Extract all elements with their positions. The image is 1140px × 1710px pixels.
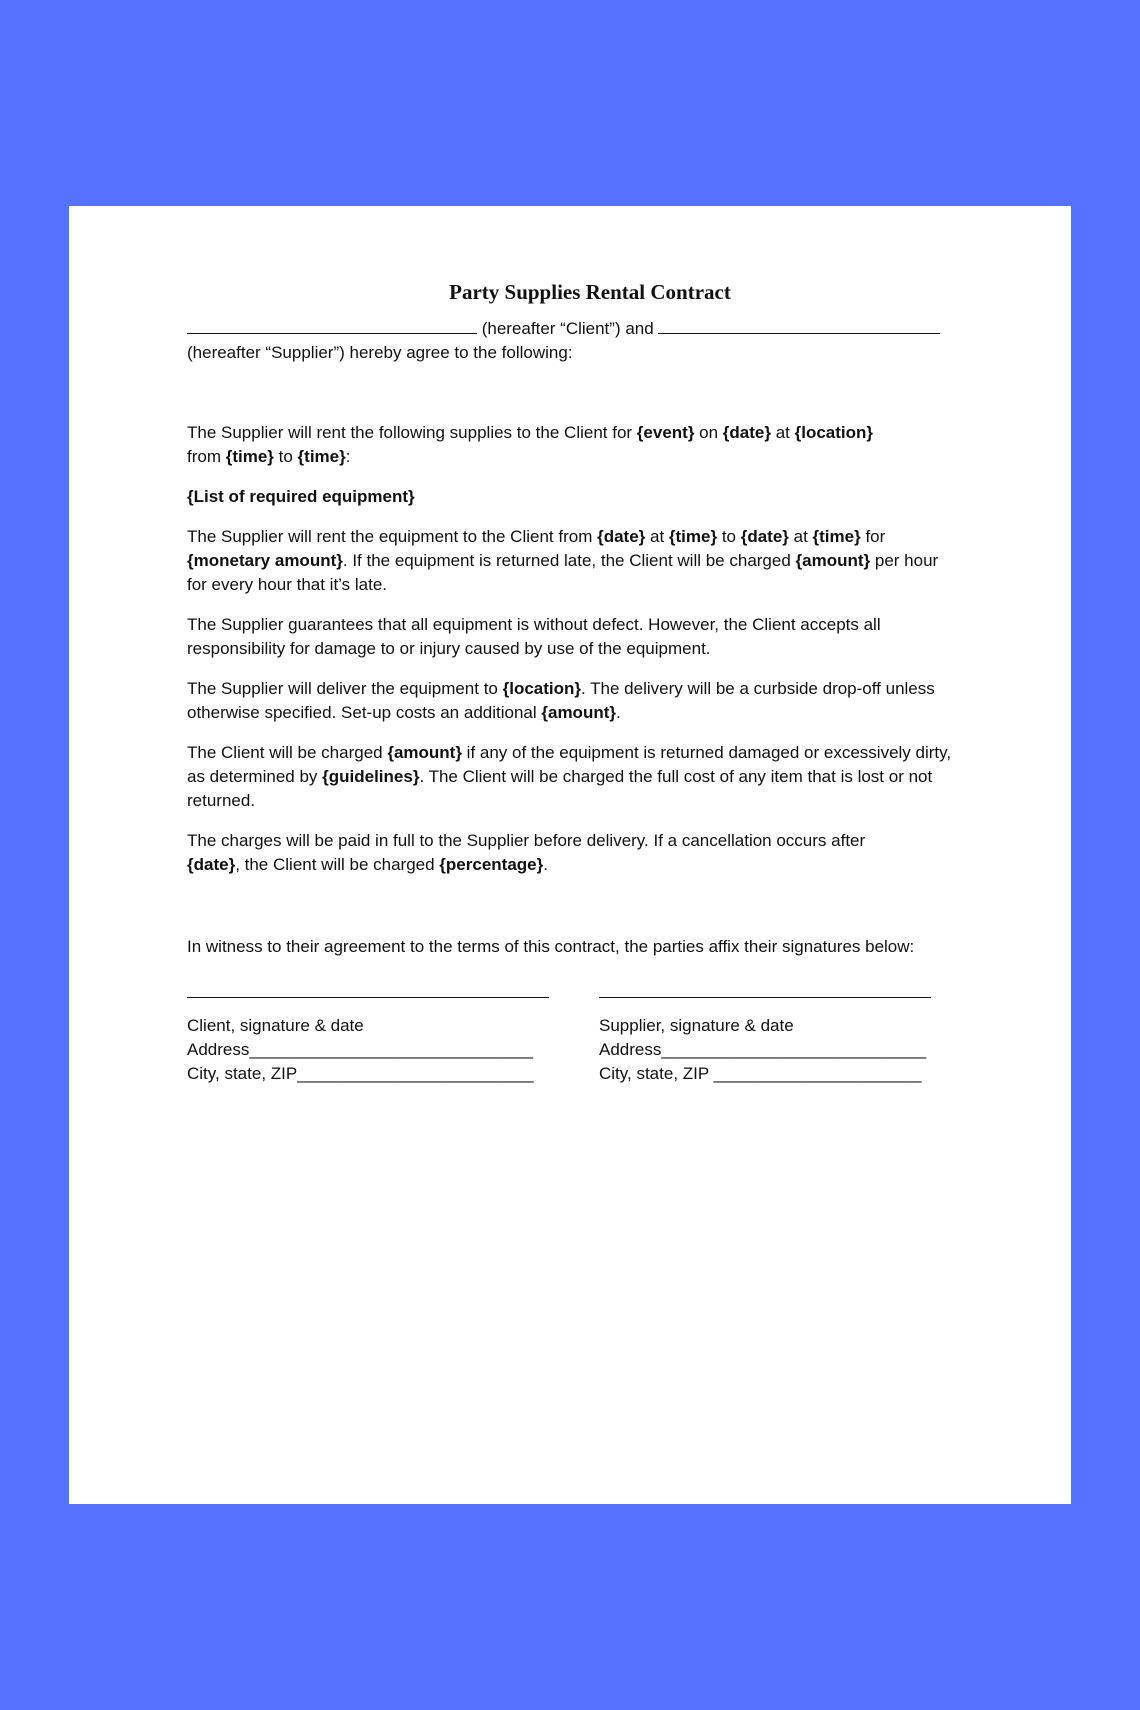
document-content: [187, 279, 957, 1105]
placeholder-location: {location}: [502, 679, 582, 698]
text-fragment: to: [717, 527, 741, 546]
document-page: [69, 206, 1071, 1504]
supplier-address-field[interactable]: Address____________________________: [599, 1040, 927, 1059]
paragraph-payment: [187, 829, 957, 877]
text-fragment: The charges will be paid in full to the Supplier before delivery. If a cancellation occurs after: [187, 831, 866, 850]
paragraph-witness: In witness to their agreement to the terms of this contract, the parties affix their signatures below:: [187, 937, 915, 956]
text-fragment: at: [770, 423, 795, 442]
signature-section: [187, 975, 957, 1105]
placeholder-time: {time}: [297, 447, 346, 466]
paragraph-equipment-list: [187, 485, 957, 509]
placeholder-date: {date}: [187, 855, 236, 874]
placeholder-amount: {amount}: [541, 703, 616, 722]
paragraph-damage-charges: [187, 741, 957, 813]
intro-paragraph: [187, 315, 957, 365]
text-fragment: per hour for every hour that it’s late.: [187, 551, 939, 594]
client-city-field[interactable]: City, state, ZIP_________________________: [187, 1064, 534, 1083]
paragraph-defect-guarantee: The Supplier guarantees that all equipment is without defect. However, the Client accepts all responsibility for damage to or injury caused by use of the equipment.: [187, 615, 881, 658]
placeholder-date: {date}: [740, 527, 789, 546]
client-signature-block: [187, 975, 551, 1086]
client-signature-line[interactable]: [187, 975, 549, 998]
placeholder-time: {time}: [225, 447, 274, 466]
text-fragment: . If the equipment is returned late, the Client will be charged: [342, 551, 796, 570]
client-name-blank[interactable]: [187, 315, 477, 334]
supplier-city-field[interactable]: City, state, ZIP ______________________: [599, 1064, 922, 1083]
text-fragment: The Supplier will deliver the equipment to: [187, 679, 503, 698]
placeholder-monetary-amount: {monetary amount}: [187, 551, 343, 570]
supplier-signature-block: [599, 975, 939, 1086]
text-fragment: :: [345, 447, 351, 466]
text-fragment: The Supplier will rent the equipment to the Client from: [187, 527, 598, 546]
placeholder-date: {date}: [722, 423, 771, 442]
supplier-tag: (hereafter “Supplier”) hereby agree to the following:: [187, 343, 573, 362]
client-tag: (hereafter “Client”) and: [481, 319, 654, 338]
text-fragment: if any of the equipment is returned damaged or excessively dirty, as determined by: [187, 743, 952, 786]
paragraph-delivery: [187, 677, 957, 725]
placeholder-percentage: {percentage}: [439, 855, 544, 874]
text-fragment: to: [273, 447, 298, 466]
placeholder-date: {date}: [597, 527, 646, 546]
text-fragment: at: [788, 527, 813, 546]
paragraph-rental-terms: [187, 421, 957, 469]
client-address-field[interactable]: Address______________________________: [187, 1040, 534, 1059]
text-fragment: at: [645, 527, 669, 546]
text-fragment: , the Client will be charged: [235, 855, 440, 874]
text-fragment: on: [694, 423, 723, 442]
client-signature-label: Client, signature & date: [187, 1016, 364, 1035]
text-fragment: . The delivery will be a curbside drop-off unless otherwise specified. Set-up costs an additional: [187, 679, 935, 722]
text-fragment: . The Client will be charged the full cost of any item that is lost or not returned.: [187, 767, 933, 810]
placeholder-guidelines: {guidelines}: [322, 767, 420, 786]
text-fragment: .: [543, 855, 548, 874]
placeholder-event: {event}: [636, 423, 695, 442]
supplier-signature-line[interactable]: [599, 975, 931, 998]
text-fragment: for: [860, 527, 886, 546]
placeholder-equipment-list: {List of required equipment}: [187, 487, 415, 506]
text-fragment: .: [616, 703, 621, 722]
placeholder-amount: {amount}: [795, 551, 871, 570]
text-fragment: The Client will be charged: [187, 743, 388, 762]
placeholder-amount: {amount}: [387, 743, 462, 762]
paragraph-rental-period: [187, 525, 957, 597]
text-fragment: from: [187, 447, 226, 466]
placeholder-location: {location}: [794, 423, 874, 442]
text-fragment: The Supplier will rent the following supplies to the Client for: [187, 423, 637, 442]
placeholder-time: {time}: [668, 527, 718, 546]
supplier-signature-label: Supplier, signature & date: [599, 1016, 794, 1035]
placeholder-time: {time}: [812, 527, 861, 546]
document-title: Party Supplies Rental Contract: [449, 280, 731, 304]
supplier-name-blank[interactable]: [658, 315, 940, 334]
